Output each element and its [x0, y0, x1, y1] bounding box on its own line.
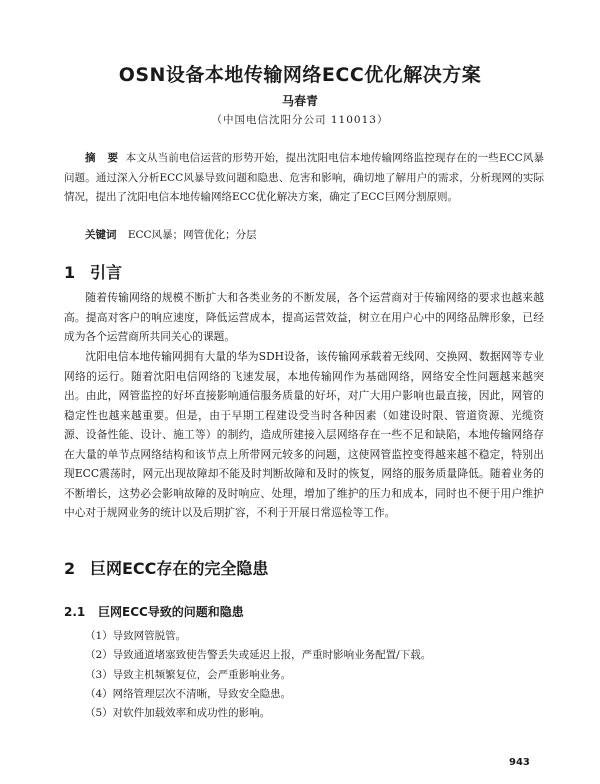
list-item: （2）导致通道堵塞致使告警丢失或延迟上报，严重时影响业务配置/下载。	[85, 649, 432, 662]
abstract-text: 本文从当前电信运营的形势开始，提出沈阳电信本地传输网络监控现存在的一些ECC风暴问题。通过深入分析ECC风暴导致问题和隐患、危害和影响，确切地了解用户的需求，分析现网的实际情况，提出了沈阳电信本地传输网络ECC优化解决方案，确定了ECC巨网分割原则。	[64, 152, 545, 203]
keywords-text: ECC风暴；网管优化；分层	[127, 229, 257, 241]
subsection-number: 2.1	[64, 605, 86, 619]
section-2-heading	[64, 556, 268, 579]
list-item: （1）导致网管脱管。	[85, 630, 187, 642]
abstract-label: 摘 要	[85, 152, 123, 164]
section-1-number: 1	[64, 263, 76, 282]
page-number: 943	[509, 757, 530, 768]
paper-author: 马春青	[281, 94, 318, 108]
abstract	[64, 149, 544, 208]
section-1-title: 引言	[90, 263, 123, 282]
section-2-number: 2	[64, 559, 76, 578]
section-1-heading	[64, 260, 122, 283]
list-item: （3）导致主机频繁复位，会严重影响业务。	[85, 668, 292, 681]
subsection-title: 巨网ECC导致的问题和隐患	[98, 605, 244, 619]
section-1-paragraph-2: 沈阳电信本地传输网拥有大量的华为SDH设备，该传输网承载着无线网、交换网、数据网等专业网络的运行。随着沈阳电信网络的飞速发展，本地传输网作为基础网络，网络安全性问题越来越突出。由此，网管监控的好坏直接影响通信服务质量的好坏，对广大用户影响也最直接，因此，网管的稳定性也越来越重要。但是，由于早期工程建设受当时各种因素（如建设时限、管道资源、光缆资源、设备性能、设计、施工等）的制约，造成所建接入层网络存在一些不足和缺陷，本地传输网络存在大量的单节点网络结构和该节点上所带网元较多的问题，这使网管监控变得越来越不稳定，特别出现ECC震荡时，网元出现故障却不能及时判断故障和及时的恢复，网络的服务质量降低。随着业务的不断增长，这势必会影响故障的及时响应、处理，增加了维护的压力和成本，同时也不便于用户维护中心对于规网业务的统计以及后期扩容，不利于开展日常巡检等工作。	[64, 350, 544, 519]
keywords	[85, 226, 545, 245]
list-item: （4）网络管理层次不清晰，导致安全隐患。	[85, 687, 292, 700]
keywords-label: 关键词	[85, 229, 117, 241]
section-2-title: 巨网ECC存在的完全隐患	[90, 559, 269, 578]
paper-title: OSN设备本地传输网络ECC优化解决方案	[118, 64, 482, 86]
list-item: （5）对软件加载效率和成功性的影响。	[85, 707, 271, 720]
issue-list	[85, 627, 545, 723]
paper-affiliation: （中国电信沈阳分公司 110013）	[211, 114, 389, 126]
section-1-paragraph-1: 随着传输网络的规模不断扩大和各类业务的不断发展，各个运营商对于传输网络的要求也越来越高。提高对客户的响应速度，降低运营成本，提高运营效益，树立在用户心中的网络品牌形象，已经成为各个运营商所共同关心的课题。	[64, 291, 544, 343]
subsection-2-1-heading	[64, 603, 244, 620]
